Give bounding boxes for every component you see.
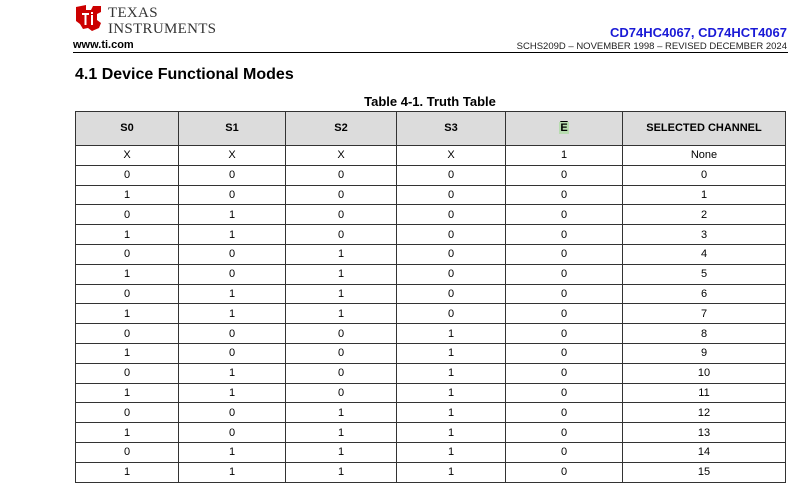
- table-cell: 1: [397, 442, 506, 462]
- table-cell: 1: [179, 383, 286, 403]
- table-cell: 1: [397, 462, 506, 482]
- table-cell: 0: [506, 304, 623, 324]
- table-row: [76, 403, 786, 423]
- table-cell: 0: [397, 304, 506, 324]
- table-cell: 1: [179, 363, 286, 383]
- table-cell: 0: [397, 205, 506, 225]
- table-cell: 1: [397, 423, 506, 443]
- table-cell: 1: [76, 185, 179, 205]
- table-cell: 0: [179, 324, 286, 344]
- table-cell: 0: [397, 165, 506, 185]
- table-row: [76, 462, 786, 482]
- table-cell: 1: [397, 343, 506, 363]
- table-cell: 0: [397, 225, 506, 245]
- document-id: SCHS209D – NOVEMBER 1998 – REVISED DECEMBER 2024: [516, 41, 787, 52]
- table-cell: 0: [286, 363, 397, 383]
- table-row: [76, 225, 786, 245]
- header-selected-channel: SELECTED CHANNEL: [623, 112, 786, 146]
- table-cell: 1: [286, 423, 397, 443]
- table-cell: 1: [76, 423, 179, 443]
- table-cell: 0: [179, 403, 286, 423]
- table-cell: 0: [506, 284, 623, 304]
- table-title: Table 4-1. Truth Table: [364, 94, 496, 109]
- table-cell: 0: [286, 383, 397, 403]
- table-cell: 1: [623, 185, 786, 205]
- table-cell: 0: [76, 205, 179, 225]
- header-s3: S3: [397, 112, 506, 146]
- table-cell: 0: [506, 403, 623, 423]
- table-cell: 1: [397, 383, 506, 403]
- table-cell: 3: [623, 225, 786, 245]
- header-e: [506, 112, 623, 146]
- table-cell: 0: [286, 324, 397, 344]
- table-cell: 0: [76, 324, 179, 344]
- table-cell: 5: [623, 264, 786, 284]
- table-cell: 0: [286, 165, 397, 185]
- table-cell: 1: [179, 284, 286, 304]
- table-cell: 0: [76, 284, 179, 304]
- brand-line-2: INSTRUMENTS: [108, 21, 217, 37]
- table-cell: 1: [76, 264, 179, 284]
- table-cell: 0: [506, 462, 623, 482]
- table-cell: 0: [506, 264, 623, 284]
- table-row: [76, 383, 786, 403]
- table-cell: 0: [76, 165, 179, 185]
- table-cell: 1: [286, 244, 397, 264]
- table-cell: 1: [286, 403, 397, 423]
- table-cell: X: [397, 146, 506, 166]
- table-cell: 0: [179, 343, 286, 363]
- table-row: [76, 363, 786, 383]
- header-s0: S0: [76, 112, 179, 146]
- table-cell: X: [76, 146, 179, 166]
- table-cell: 0: [179, 423, 286, 443]
- table-cell: 0: [76, 442, 179, 462]
- table-cell: 1: [179, 462, 286, 482]
- table-row: [76, 185, 786, 205]
- table-cell: 1: [76, 383, 179, 403]
- table-cell: 0: [506, 343, 623, 363]
- table-cell: 0: [76, 244, 179, 264]
- table-cell: 0: [506, 185, 623, 205]
- header-s1: S1: [179, 112, 286, 146]
- table-row: [76, 205, 786, 225]
- table-cell: 0: [76, 403, 179, 423]
- table-cell: 1: [286, 284, 397, 304]
- table-row: [76, 423, 786, 443]
- table-cell: 0: [506, 225, 623, 245]
- table-cell: 1: [286, 462, 397, 482]
- table-cell: 8: [623, 324, 786, 344]
- table-cell: 11: [623, 383, 786, 403]
- table-cell: 1: [179, 205, 286, 225]
- table-cell: 0: [623, 165, 786, 185]
- table-cell: 1: [179, 304, 286, 324]
- table-cell: 0: [506, 363, 623, 383]
- table-cell: 0: [179, 165, 286, 185]
- table-row: [76, 146, 786, 166]
- table-cell: 0: [506, 244, 623, 264]
- table-cell: 9: [623, 343, 786, 363]
- table-cell: 1: [76, 304, 179, 324]
- header-divider: [73, 52, 788, 53]
- website-link[interactable]: www.ti.com: [73, 39, 134, 51]
- part-numbers-link[interactable]: CD74HC4067, CD74HCT4067: [609, 25, 787, 40]
- table-cell: 1: [76, 462, 179, 482]
- table-cell: 2: [623, 205, 786, 225]
- table-header-row: [76, 112, 786, 146]
- section-title: 4.1 Device Functional Modes: [75, 66, 294, 83]
- table-cell: 15: [623, 462, 786, 482]
- table-cell: X: [286, 146, 397, 166]
- ti-logo-icon: [74, 4, 104, 32]
- table-cell: 1: [286, 304, 397, 324]
- table-cell: 1: [179, 442, 286, 462]
- table-cell: 0: [397, 264, 506, 284]
- table-row: [76, 284, 786, 304]
- table-cell: 0: [286, 185, 397, 205]
- header-s2: S2: [286, 112, 397, 146]
- table-cell: 1: [179, 225, 286, 245]
- table-row: [76, 343, 786, 363]
- table-header: [76, 112, 786, 146]
- table-cell: X: [179, 146, 286, 166]
- truth-table: [75, 111, 786, 483]
- table-cell: 0: [286, 205, 397, 225]
- table-cell: 0: [179, 185, 286, 205]
- table-cell: 0: [397, 244, 506, 264]
- table-row: [76, 165, 786, 185]
- table-cell: 0: [506, 383, 623, 403]
- table-body: [76, 146, 786, 483]
- table-cell: 1: [76, 343, 179, 363]
- table-row: [76, 304, 786, 324]
- table-cell: 0: [506, 442, 623, 462]
- table-cell: 1: [76, 225, 179, 245]
- table-cell: 1: [397, 363, 506, 383]
- table-row: [76, 442, 786, 462]
- table-cell: 6: [623, 284, 786, 304]
- table-row: [76, 324, 786, 344]
- table-row: [76, 244, 786, 264]
- table-row: [76, 264, 786, 284]
- table-cell: 13: [623, 423, 786, 443]
- table-cell: 12: [623, 403, 786, 423]
- table-cell: 1: [286, 442, 397, 462]
- table-cell: 0: [76, 363, 179, 383]
- table-cell: 10: [623, 363, 786, 383]
- brand-line-1: TEXAS: [108, 5, 158, 21]
- enable-header-label: $\overline{E}$: [560, 122, 568, 134]
- table-cell: 0: [286, 343, 397, 363]
- table-cell: 0: [397, 185, 506, 205]
- table-cell: 0: [179, 264, 286, 284]
- ti-logo: [74, 4, 217, 38]
- table-cell: 0: [506, 423, 623, 443]
- table-cell: 0: [286, 225, 397, 245]
- table-cell: 1: [397, 403, 506, 423]
- table-cell: 0: [506, 205, 623, 225]
- ti-wordmark: [108, 6, 216, 37]
- table-cell: 14: [623, 442, 786, 462]
- table-cell: None: [623, 146, 786, 166]
- table-cell: 7: [623, 304, 786, 324]
- table-cell: 0: [506, 324, 623, 344]
- table-cell: 0: [179, 244, 286, 264]
- table-cell: 1: [286, 264, 397, 284]
- table-cell: 0: [506, 165, 623, 185]
- table-cell: 1: [506, 146, 623, 166]
- table-cell: 4: [623, 244, 786, 264]
- table-cell: 1: [397, 324, 506, 344]
- table-cell: 0: [397, 284, 506, 304]
